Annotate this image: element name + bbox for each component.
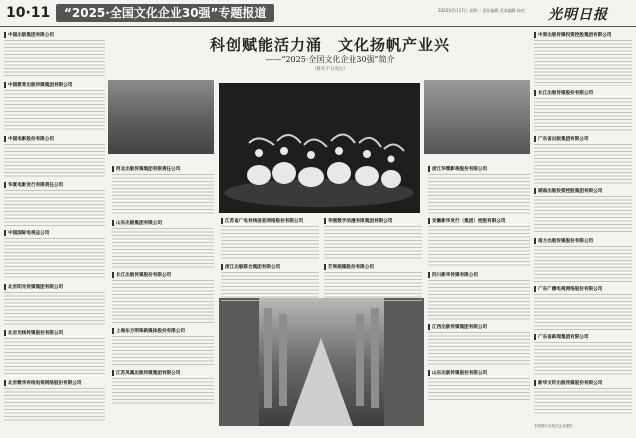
article-title: 中国国际电视总公司 (4, 230, 105, 236)
headline: 科创赋能活力涌 文化扬帆产业兴 (209, 36, 450, 54)
article-title: 新华文轩出版传媒股份有限公司 (534, 380, 632, 386)
page-header (0, 0, 636, 27)
article-block (112, 328, 214, 366)
masthead-logo: 光明日报 (548, 7, 608, 23)
article-title: 长江出版传媒股份有限公司 (534, 90, 632, 96)
article-block (428, 218, 530, 268)
article-block (4, 82, 105, 132)
article-block (534, 238, 632, 282)
article-title: 广东省新闻集团有限公司 (534, 334, 632, 340)
left-mid-column (112, 164, 214, 408)
article-title: 中原出版传媒投资控股集团有限公司 (534, 32, 632, 38)
article-title: 华夏电影发行有限责任公司 (4, 182, 105, 188)
left-column (4, 30, 105, 426)
article-block (4, 330, 105, 376)
article-block (4, 136, 105, 178)
article-title: 上海东方明珠新媒体股份有限公司 (112, 328, 214, 334)
article-block (428, 272, 530, 320)
article-block (428, 166, 530, 214)
article-title: 江苏凤凰出版传媒集团有限公司 (112, 370, 214, 376)
article-title: 北京光线传媒股份有限公司 (4, 330, 105, 336)
article-title: 南方出版传媒股份有限公司 (534, 238, 632, 244)
article-title: 江西出版传媒集团有限公司 (428, 324, 530, 330)
article-title: 浙江华策影视股份有限公司 (428, 166, 530, 172)
article-block (4, 32, 105, 78)
article-block (534, 188, 632, 234)
page-number: 10·11 (6, 5, 51, 21)
article-block (112, 166, 214, 216)
article-title: 广东省出版集团有限公司 (534, 136, 632, 142)
article-title: 北京阳光传媒集团有限公司 (4, 284, 105, 290)
article-title: 安徽新华发行（集团）控股有限公司 (428, 218, 530, 224)
section-banner: “2025·全国文化企业30强”专题报道 (56, 4, 274, 22)
article-title: 中国出版集团有限公司 (4, 32, 105, 38)
article-title: 中国电影股份有限公司 (4, 136, 105, 142)
dance-illustration (219, 83, 420, 213)
right-mid-column (428, 164, 530, 406)
article-block (428, 324, 530, 366)
right-column (534, 30, 632, 418)
article-block (534, 90, 632, 132)
center-left-column (221, 216, 319, 306)
article-title: 山东出版集团有限公司 (112, 220, 214, 226)
byline-note: （排名不分先后） (312, 67, 348, 72)
article-block (112, 370, 214, 404)
article-block (534, 380, 632, 414)
article-block (324, 264, 422, 302)
article-title: 芒果超媒股份有限公司 (324, 264, 422, 270)
article-title: 河北出版传媒集团有限责任公司 (112, 166, 214, 172)
article-block (4, 284, 105, 326)
article-block (4, 380, 105, 422)
footer-note: 本版图片由相关企业提供 (534, 424, 573, 428)
article-title: 湖南出版投资控股集团有限公司 (534, 188, 632, 194)
dateline: 2025年5月27日 星期二 责任编辑 美术编辑 校对 (438, 8, 525, 13)
photo-group (108, 80, 214, 154)
article-title: 华强数字动漫有限集团有限公司 (324, 218, 422, 224)
bookstore-illustration (219, 298, 424, 426)
article-block (221, 264, 319, 302)
article-title: 北京歌华有线电视网络股份有限公司 (4, 380, 105, 386)
article-title: 广东广播电视网络股份有限公司 (534, 286, 632, 292)
photo-dance-performance (219, 83, 420, 213)
article-block (534, 32, 632, 86)
article-title: 中国教育出版传媒集团有限公司 (4, 82, 105, 88)
article-block (534, 334, 632, 376)
article-block (4, 230, 105, 280)
article-title: 长江出版传媒股份有限公司 (112, 272, 214, 278)
article-title: 四川新华传媒有限公司 (428, 272, 530, 278)
article-block (534, 136, 632, 184)
article-block (428, 370, 530, 402)
article-block (534, 286, 632, 330)
subheadline: ——“2025·全国文化企业30强”简介 (265, 55, 395, 64)
article-block (221, 218, 319, 260)
article-title: 江苏省广电有线信息网络股份有限公司 (221, 218, 319, 224)
article-block (324, 218, 422, 260)
article-title: 浙江出版联合集团有限公司 (221, 264, 319, 270)
article-title: 山东出版传媒股份有限公司 (428, 370, 530, 376)
photo-bookstore-interior (219, 298, 424, 426)
article-block (112, 220, 214, 268)
center-right-column (324, 216, 422, 306)
article-block (4, 182, 105, 226)
photo-film-poster (424, 80, 530, 154)
article-block (112, 272, 214, 324)
